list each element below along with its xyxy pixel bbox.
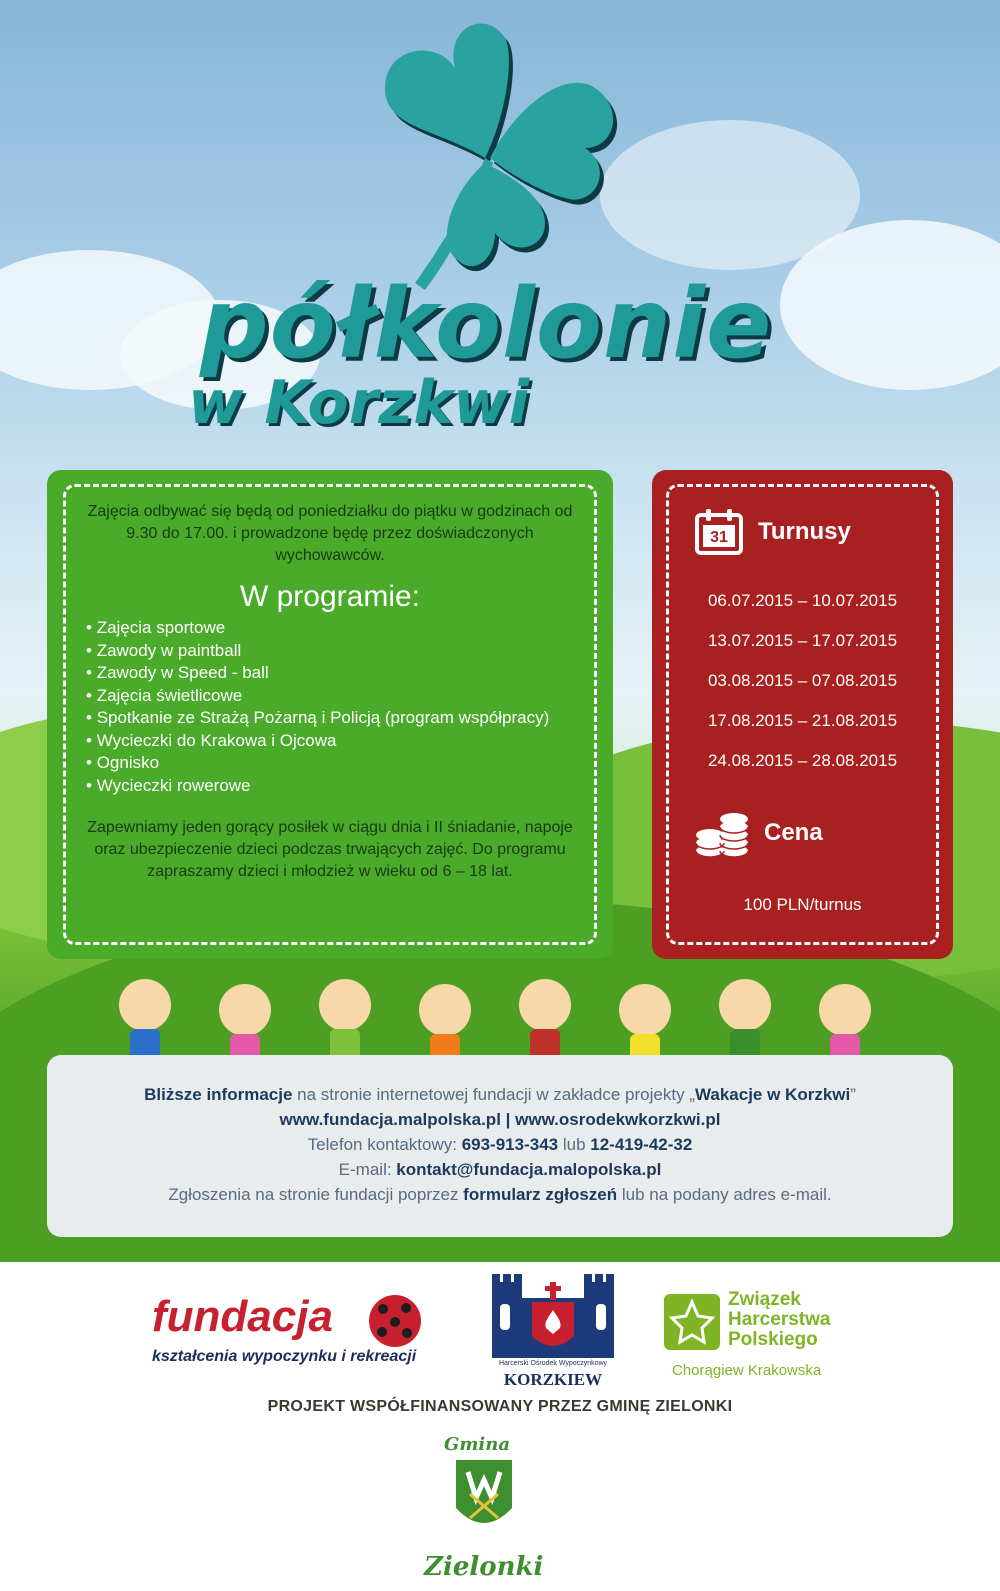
date-range: 06.07.2015 – 10.07.2015	[707, 591, 898, 610]
list-item: • Ognisko	[84, 752, 580, 775]
link-fundacja[interactable]: www.fundacja.malpolska.pl	[279, 1110, 501, 1129]
list-item: • Zawody w Speed - ball	[84, 662, 580, 685]
email-link[interactable]: kontakt@fundacja.malopolska.pl	[396, 1160, 662, 1179]
list-item: • Wycieczki do Krakowa i Ojcowa	[84, 730, 580, 753]
email-label: E-mail:	[338, 1160, 397, 1179]
fundacja-subtitle: kształcenia wypoczynku i rekreacji	[152, 1348, 417, 1365]
clover-icon	[345, 8, 635, 308]
date-range: 13.07.2015 – 17.07.2015	[707, 631, 898, 650]
program-box	[47, 470, 613, 959]
link-osrodek[interactable]: www.osrodekwkorzkwi.pl	[515, 1110, 721, 1129]
list-item: • Wycieczki rowerowe	[84, 775, 580, 798]
zhp-subtitle: Chorągiew Krakowska	[672, 1362, 822, 1379]
korzkiew-caption: Harcerski Ośrodek Wypoczynkowy	[498, 1360, 608, 1367]
signup-form-link[interactable]: formularz zgłoszeń	[463, 1185, 618, 1204]
turnusy-box	[652, 470, 953, 959]
turnusy-header	[694, 507, 851, 557]
info-text: na stronie internetowej fundacji w zakładce projekty „	[292, 1085, 695, 1104]
cofinanced-note: PROJEKT WSPÓŁFINANSOWANY PRZEZ GMINĘ ZIELONKI	[267, 1398, 733, 1415]
zhp-emblem-icon	[664, 1294, 720, 1350]
fundacja-wordmark: fundacja	[152, 1292, 333, 1341]
info-text: ”	[850, 1085, 856, 1104]
korzkiew-wordmark: KORZKIEW	[503, 1370, 603, 1389]
list-item: • Zajęcia sportowe	[84, 617, 580, 640]
signup-line	[47, 1182, 953, 1207]
poster-title: półkolonie	[200, 268, 773, 380]
urls-line	[47, 1107, 953, 1132]
email-line	[47, 1157, 953, 1182]
zielonki-wordmark: Zielonki	[424, 1552, 544, 1582]
price: 100 PLN/turnus	[743, 895, 862, 914]
signup-text: lub na podany adres e-mail.	[617, 1185, 832, 1204]
turnusy-box-inner	[666, 484, 939, 945]
children-illustration	[90, 965, 920, 1065]
program-intro: Zajęcia odbywać się będą od poniedziałku do piątku w godzinach od 9.30 do 17.00. i prowadzone będę przez doświadczonych wychowawców.	[87, 503, 573, 564]
signup-text: Zgłoszenia na stronie fundacji poprzez	[168, 1185, 464, 1204]
url-separator: |	[500, 1110, 516, 1129]
fleur-de-lis-icon	[368, 1294, 422, 1348]
program-list	[80, 617, 580, 797]
phone-or: lub	[558, 1135, 591, 1154]
info-line	[47, 1082, 953, 1107]
gmina-zielonki-logo	[424, 1434, 574, 1584]
zhp-name: Związek Harcerstwa Polskiego	[728, 1289, 831, 1350]
gmina-wordmark: Gmina	[444, 1434, 511, 1455]
fundacja-logo	[152, 1292, 452, 1372]
list-item: • Zajęcia świetlicowe	[84, 685, 580, 708]
list-item: • Spotkanie ze Strażą Pożarną i Policją (program współpracy)	[84, 707, 580, 730]
date-range: 24.08.2015 – 28.08.2015	[707, 751, 898, 770]
castle-icon	[490, 1274, 616, 1360]
phone-number[interactable]: 693-913-343	[461, 1135, 559, 1154]
dates-list	[669, 581, 936, 781]
project-name: Wakacje w Korzkwi	[694, 1085, 851, 1104]
program-outro: Zapewniamy jeden gorący posiłek w ciągu dnia i II śniadanie, napoje oraz ubezpieczenie dzieci podczas trwających zajęć. Do programu zapraszamy dzieci i młodzież w wieku od 6 – 18 lat.	[87, 819, 573, 880]
info-box	[47, 1055, 953, 1237]
date-range: 03.08.2015 – 07.08.2015	[707, 671, 898, 690]
turnusy-label: Turnusy	[758, 518, 851, 545]
phone-line	[47, 1132, 953, 1157]
korzkiew-logo	[490, 1274, 616, 1394]
phone-label: Telefon kontaktowy:	[307, 1135, 462, 1154]
coat-of-arms-icon	[454, 1458, 514, 1538]
coins-icon	[694, 805, 754, 861]
poster-subtitle: w Korzkwi	[188, 368, 530, 438]
cena-label: Cena	[764, 819, 823, 846]
phone-number[interactable]: 12-419-42-32	[590, 1135, 693, 1154]
calendar-icon	[694, 507, 744, 557]
calendar-day: 31	[710, 529, 728, 546]
date-range: 17.08.2015 – 21.08.2015	[707, 711, 898, 730]
program-title: W programie:	[239, 580, 421, 613]
program-box-inner	[63, 484, 597, 945]
info-bold: Bliższe informacje	[144, 1085, 293, 1104]
list-item: • Zawody w paintball	[84, 640, 580, 663]
zhp-logo	[664, 1289, 884, 1384]
sponsors-section	[0, 1262, 1000, 1591]
cena-header	[694, 805, 823, 861]
